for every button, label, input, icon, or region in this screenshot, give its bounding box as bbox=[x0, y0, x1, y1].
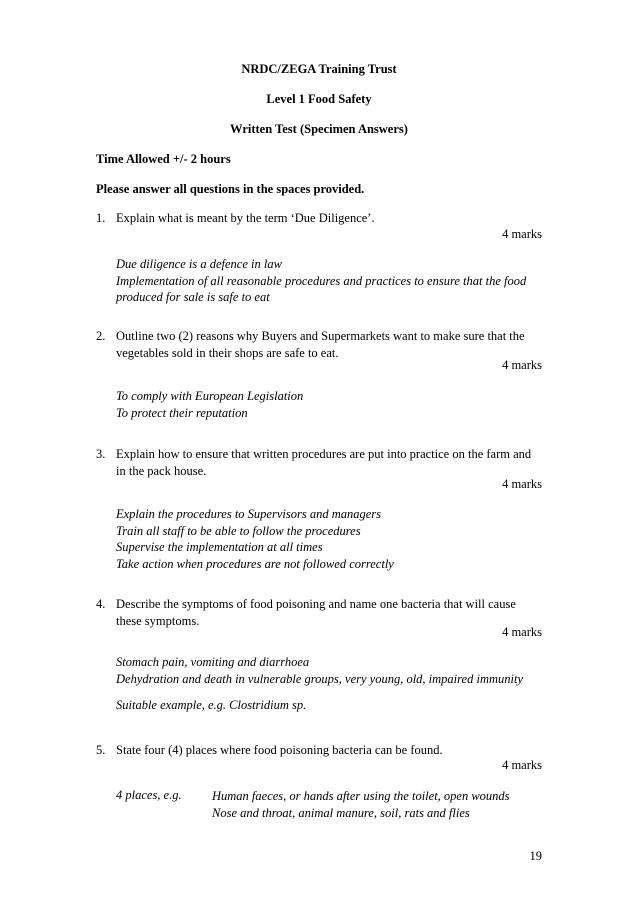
question-number: 2. bbox=[96, 329, 106, 343]
answer-line: Due diligence is a defence in law bbox=[116, 257, 282, 271]
answer-block-2 bbox=[116, 388, 546, 421]
answer-line: Take action when procedures are not followed correctly bbox=[116, 556, 394, 571]
org-title: NRDC/ZEGA Training Trust bbox=[241, 62, 397, 76]
question-marks: 4 marks bbox=[502, 358, 542, 372]
answer-line: To protect their reputation bbox=[116, 405, 248, 420]
answer-example bbox=[116, 697, 546, 714]
answer-line: Dehydration and death in vulnerable groups, very young, old, impaired immunity bbox=[116, 671, 523, 686]
question-marks: 4 marks bbox=[502, 758, 542, 772]
question-marks: 4 marks bbox=[502, 625, 542, 639]
answer-line: Supervise the implementation at all times bbox=[116, 540, 323, 554]
question-text: State four (4) places where food poisoning bacteria can be found. bbox=[116, 743, 443, 757]
question-3 bbox=[96, 446, 542, 479]
instructions: Please answer all questions in the spaces provided. bbox=[96, 182, 365, 196]
question-text: Describe the symptoms of food poisoning and name one bacteria that will cause these symptoms. bbox=[116, 597, 516, 628]
answer-block-3 bbox=[116, 506, 546, 572]
question-number: 1. bbox=[96, 211, 106, 225]
question-1 bbox=[96, 210, 542, 227]
question-4 bbox=[96, 596, 542, 629]
answer-block-1 bbox=[116, 256, 546, 306]
answer-line: produced for sale is safe to eat bbox=[116, 290, 270, 304]
test-title: Written Test (Specimen Answers) bbox=[230, 122, 408, 136]
question-text: Explain what is meant by the term ‘Due Diligence’. bbox=[116, 211, 375, 225]
answer-line: Train all staff to be able to follow the procedures bbox=[116, 523, 361, 538]
answer-line: To comply with European Legislation bbox=[116, 389, 304, 403]
question-5 bbox=[96, 742, 542, 759]
question-number: 3. bbox=[96, 447, 106, 461]
level-title: Level 1 Food Safety bbox=[266, 92, 372, 106]
question-marks: 4 marks bbox=[502, 227, 542, 241]
answer-line: Implementation of all reasonable procedures and practices to ensure that the food bbox=[116, 273, 527, 288]
question-text: Explain how to ensure that written procedures are put into practice on the farm and in the pack house. bbox=[116, 447, 532, 478]
question-text: Outline two (2) reasons why Buyers and Supermarkets want to make sure that the vegetables sold in their shops are safe to eat. bbox=[116, 329, 525, 360]
answer-block-5 bbox=[212, 788, 510, 821]
question-marks: 4 marks bbox=[502, 477, 542, 491]
answer-block-4 bbox=[116, 654, 546, 687]
answer-line: Explain the procedures to Supervisors and managers bbox=[116, 507, 382, 521]
time-allowed: Time Allowed +/- 2 hours bbox=[96, 152, 231, 166]
question-number: 4. bbox=[96, 597, 106, 611]
question-number: 5. bbox=[96, 743, 106, 757]
answer-line: Stomach pain, vomiting and diarrhoea bbox=[116, 655, 310, 669]
page-number: 19 bbox=[529, 849, 542, 863]
answer-line: Human faeces, or hands after using the toilet, open wounds bbox=[212, 789, 510, 803]
answer-line: Suitable example, e.g. Clostridium sp. bbox=[116, 698, 307, 712]
answer-label: 4 places, e.g. bbox=[116, 788, 182, 802]
question-2 bbox=[96, 328, 542, 361]
answer-line: Nose and throat, animal manure, soil, rats and flies bbox=[212, 805, 470, 820]
